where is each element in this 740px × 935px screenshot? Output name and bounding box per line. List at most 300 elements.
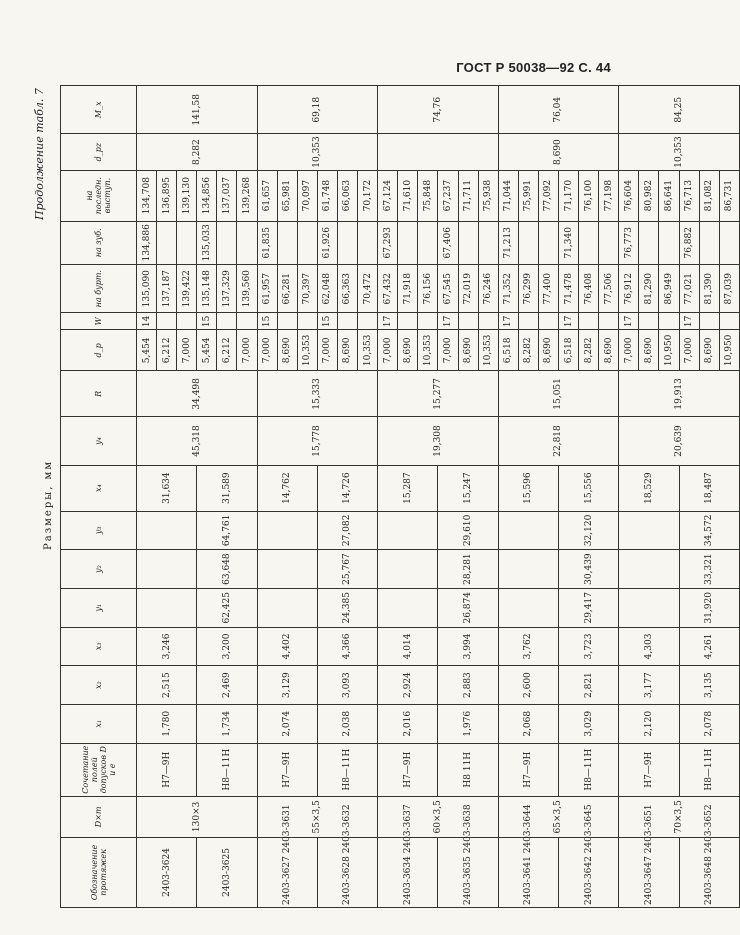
m-tooth-cell <box>699 221 719 265</box>
m-collar-cell: 71,918 <box>398 265 418 313</box>
w-cell: 17 <box>498 313 518 330</box>
y1-cell <box>137 588 197 627</box>
x1-cell: 1,780 <box>137 704 197 743</box>
column-header: x₄ <box>61 465 137 511</box>
dpz-cell: 10,353 <box>619 134 740 170</box>
m-tooth-cell <box>358 221 378 265</box>
m-tooth-cell <box>518 221 538 265</box>
dp-cell: 7,000 <box>378 330 398 371</box>
column-header: y₄ <box>61 417 137 465</box>
m-last-cell: 86,731 <box>719 170 739 221</box>
m-collar-cell: 71,352 <box>498 265 518 313</box>
r-cell: 15,051 <box>498 371 619 417</box>
m-last-cell: 67,237 <box>438 170 458 221</box>
w-cell <box>157 313 177 330</box>
column-header: y₂ <box>61 550 137 589</box>
m-tooth-cell <box>177 221 197 265</box>
m-collar-cell: 76,246 <box>478 265 498 313</box>
x2-cell: 3,135 <box>679 666 739 705</box>
m-last-cell: 86,641 <box>659 170 679 221</box>
dm-cell: 70×3,5 <box>619 796 740 837</box>
y2-cell: 63,648 <box>197 550 257 589</box>
w-cell <box>177 313 197 330</box>
designation-cell: 2403-3642 2403-3645 <box>558 837 618 907</box>
m-last-cell: 137,037 <box>217 170 237 221</box>
m-last-cell: 75,848 <box>418 170 438 221</box>
m-last-cell: 139,130 <box>177 170 197 221</box>
x3-cell: 4,366 <box>317 627 377 666</box>
x4-cell: 18,529 <box>619 465 679 511</box>
tolerance-cell: H7—9H <box>137 743 197 796</box>
column-header: y₃ <box>61 511 137 550</box>
table-row <box>438 86 458 908</box>
dp-cell: 7,000 <box>257 330 277 371</box>
w-cell <box>418 313 438 330</box>
m-last-cell: 66,063 <box>337 170 357 221</box>
dp-cell: 5,454 <box>197 330 217 371</box>
m-collar-cell: 137,329 <box>217 265 237 313</box>
y1-cell: 26,874 <box>438 588 498 627</box>
x2-cell: 3,177 <box>619 666 679 705</box>
table-row <box>317 86 337 908</box>
dp-cell: 8,690 <box>699 330 719 371</box>
x3-cell: 3,723 <box>558 627 618 666</box>
y4-cell: 20,639 <box>619 417 740 465</box>
dp-cell: 7,000 <box>177 330 197 371</box>
m-collar-cell: 72,019 <box>458 265 478 313</box>
continuation-note: Продолжение табл. 7 <box>33 88 46 220</box>
w-cell: 17 <box>558 313 578 330</box>
x3-cell: 4,261 <box>679 627 739 666</box>
dp-cell: 8,690 <box>398 330 418 371</box>
x1-cell: 3,029 <box>558 704 618 743</box>
x3-cell: 4,402 <box>257 627 317 666</box>
tolerance-cell: H7—9H <box>619 743 679 796</box>
m-tooth-cell <box>538 221 558 265</box>
m-tooth-cell <box>639 221 659 265</box>
dp-cell: 8,690 <box>538 330 558 371</box>
designation-cell: 2403-3641 2403-3644 <box>498 837 558 907</box>
x3-cell: 4,014 <box>378 627 438 666</box>
w-cell <box>358 313 378 330</box>
dp-cell: 10,353 <box>358 330 378 371</box>
m-tooth-cell <box>277 221 297 265</box>
w-cell <box>337 313 357 330</box>
m-last-cell: 75,991 <box>518 170 538 221</box>
y3-cell <box>378 511 438 550</box>
m-last-cell: 77,092 <box>538 170 558 221</box>
m-collar-cell: 76,156 <box>418 265 438 313</box>
mx-cell: 76,04 <box>498 86 619 135</box>
m-last-cell: 136,895 <box>157 170 177 221</box>
m-last-cell: 71,044 <box>498 170 518 221</box>
x1-cell: 2,074 <box>257 704 317 743</box>
w-cell: 15 <box>197 313 217 330</box>
m-last-cell: 71,610 <box>398 170 418 221</box>
table-row <box>257 86 277 908</box>
column-header: R <box>61 371 137 417</box>
w-cell <box>719 313 739 330</box>
r-cell: 15,333 <box>257 371 378 417</box>
m-last-cell: 75,938 <box>478 170 498 221</box>
m-tooth-cell: 71,213 <box>498 221 518 265</box>
data-table <box>60 85 740 908</box>
x3-cell: 3,200 <box>197 627 257 666</box>
designation-cell: 2403-3634 2403-3637 <box>378 837 438 907</box>
tolerance-cell: H7—9H <box>378 743 438 796</box>
y1-cell: 24,385 <box>317 588 377 627</box>
dp-cell: 8,690 <box>337 330 357 371</box>
dp-cell: 7,000 <box>679 330 699 371</box>
dp-cell: 10,353 <box>418 330 438 371</box>
m-collar-cell: 81,290 <box>639 265 659 313</box>
y2-cell <box>378 550 438 589</box>
y3-cell <box>137 511 197 550</box>
designation-cell: 2403-3635 2403-3638 <box>438 837 498 907</box>
y1-cell <box>619 588 679 627</box>
m-last-cell: 70,097 <box>297 170 317 221</box>
y3-cell: 34,572 <box>679 511 739 550</box>
r-cell: 34,498 <box>137 371 258 417</box>
dpz-cell: 10,353 <box>257 134 378 170</box>
column-header: D×m <box>61 796 137 837</box>
m-last-cell: 139,268 <box>237 170 257 221</box>
header-row <box>61 86 137 908</box>
mx-cell: 141,58 <box>137 86 258 135</box>
x1-cell: 1,734 <box>197 704 257 743</box>
m-last-cell: 134,856 <box>197 170 217 221</box>
table-row <box>378 86 398 908</box>
w-cell <box>579 313 599 330</box>
m-last-cell: 71,711 <box>458 170 478 221</box>
w-cell <box>297 313 317 330</box>
m-collar-cell: 86,949 <box>659 265 679 313</box>
dp-cell: 6,518 <box>558 330 578 371</box>
w-cell: 17 <box>619 313 639 330</box>
y2-cell <box>257 550 317 589</box>
m-tooth-cell <box>237 221 257 265</box>
w-cell: 14 <box>137 313 157 330</box>
y2-cell: 30,439 <box>558 550 618 589</box>
y4-cell: 22,818 <box>498 417 619 465</box>
x3-cell: 3,994 <box>438 627 498 666</box>
m-tooth-cell: 134,886 <box>137 221 157 265</box>
m-last-cell: 65,981 <box>277 170 297 221</box>
dp-cell: 7,000 <box>317 330 337 371</box>
x2-cell: 2,600 <box>498 666 558 705</box>
x2-cell: 3,129 <box>257 666 317 705</box>
y2-cell: 25,767 <box>317 550 377 589</box>
designation-cell: 2403-3648 2403-3652 <box>679 837 739 907</box>
y3-cell <box>619 511 679 550</box>
y4-cell: 15,778 <box>257 417 378 465</box>
dp-cell: 6,518 <box>498 330 518 371</box>
m-tooth-cell <box>217 221 237 265</box>
m-tooth-cell <box>478 221 498 265</box>
tolerance-cell: H8—11H <box>317 743 377 796</box>
m-tooth-cell <box>659 221 679 265</box>
tolerance-cell: H7—9H <box>498 743 558 796</box>
column-header: x₁ <box>61 704 137 743</box>
m-collar-cell: 67,545 <box>438 265 458 313</box>
x1-cell: 1,976 <box>438 704 498 743</box>
y3-cell: 27,082 <box>317 511 377 550</box>
dp-cell: 8,690 <box>277 330 297 371</box>
mx-cell: 74,76 <box>378 86 499 135</box>
y2-cell <box>498 550 558 589</box>
x2-cell: 2,821 <box>558 666 618 705</box>
m-collar-cell: 137,187 <box>157 265 177 313</box>
y3-cell <box>498 511 558 550</box>
y4-cell: 45,318 <box>137 417 258 465</box>
designation-cell: 2403-3628 2403-3632 <box>317 837 377 907</box>
dp-cell: 10,353 <box>478 330 498 371</box>
dp-cell: 6,212 <box>157 330 177 371</box>
sizes-label: Размеры, мм <box>43 459 54 551</box>
y3-cell: 64,761 <box>197 511 257 550</box>
x2-cell: 3,093 <box>317 666 377 705</box>
m-tooth-cell <box>418 221 438 265</box>
m-last-cell: 76,100 <box>579 170 599 221</box>
y2-cell: 33,321 <box>679 550 739 589</box>
y2-cell: 28,281 <box>438 550 498 589</box>
w-cell <box>217 313 237 330</box>
m-last-cell: 61,748 <box>317 170 337 221</box>
table-row <box>558 86 578 908</box>
dp-cell: 6,212 <box>217 330 237 371</box>
y1-cell: 62,425 <box>197 588 257 627</box>
column-header: на зуб. <box>61 221 137 265</box>
m-tooth-cell <box>157 221 177 265</box>
r-cell: 15,277 <box>378 371 499 417</box>
column-header: x₂ <box>61 666 137 705</box>
m-tooth-cell: 67,406 <box>438 221 458 265</box>
table-row <box>137 86 157 908</box>
y1-cell: 29,417 <box>558 588 618 627</box>
m-tooth-cell: 71,340 <box>558 221 578 265</box>
column-header: y₁ <box>61 588 137 627</box>
y1-cell <box>257 588 317 627</box>
m-tooth-cell <box>579 221 599 265</box>
column-header: Обозначение протяжек <box>61 837 137 907</box>
w-cell: 15 <box>257 313 277 330</box>
y2-cell <box>137 550 197 589</box>
y3-cell: 29,610 <box>438 511 498 550</box>
x2-cell: 2,883 <box>438 666 498 705</box>
dm-cell: 60×3,5 <box>378 796 499 837</box>
y1-cell: 31,920 <box>679 588 739 627</box>
page-header: ГОСТ Р 50038—92 С. 44 <box>456 60 611 75</box>
dp-cell: 7,000 <box>619 330 639 371</box>
m-last-cell: 77,198 <box>599 170 619 221</box>
m-tooth-cell: 76,882 <box>679 221 699 265</box>
m-tooth-cell <box>297 221 317 265</box>
x1-cell: 2,068 <box>498 704 558 743</box>
m-collar-cell: 87,039 <box>719 265 739 313</box>
dp-cell: 5,454 <box>137 330 157 371</box>
dp-cell: 10,950 <box>719 330 739 371</box>
m-collar-cell: 66,281 <box>277 265 297 313</box>
table-row <box>679 86 699 908</box>
m-last-cell: 67,124 <box>378 170 398 221</box>
m-collar-cell: 77,506 <box>599 265 619 313</box>
m-collar-cell: 67,432 <box>378 265 398 313</box>
dp-cell: 7,000 <box>438 330 458 371</box>
m-collar-cell: 139,422 <box>177 265 197 313</box>
m-collar-cell: 70,472 <box>358 265 378 313</box>
x2-cell: 2,924 <box>378 666 438 705</box>
x4-cell: 31,589 <box>197 465 257 511</box>
column-header: d_pz <box>61 134 137 170</box>
y1-cell <box>378 588 438 627</box>
w-cell: 17 <box>679 313 699 330</box>
dp-cell: 8,282 <box>518 330 538 371</box>
dpz-cell: 8,282 <box>137 134 258 170</box>
dp-cell: 8,690 <box>458 330 478 371</box>
m-collar-cell: 76,299 <box>518 265 538 313</box>
y4-cell: 19,308 <box>378 417 499 465</box>
w-cell <box>237 313 257 330</box>
w-cell: 15 <box>317 313 337 330</box>
m-collar-cell: 77,021 <box>679 265 699 313</box>
column-header: W <box>61 313 137 330</box>
column-header: Сочетание полей допусков D и e <box>61 743 137 796</box>
designation-cell: 2403-3647 2403-3651 <box>619 837 679 907</box>
w-cell <box>398 313 418 330</box>
m-tooth-cell <box>398 221 418 265</box>
w-cell <box>518 313 538 330</box>
m-tooth-cell <box>458 221 478 265</box>
y1-cell <box>498 588 558 627</box>
w-cell <box>458 313 478 330</box>
dp-cell: 10,353 <box>297 330 317 371</box>
m-tooth-cell <box>719 221 739 265</box>
table-row <box>498 86 518 908</box>
x4-cell: 15,556 <box>558 465 618 511</box>
x2-cell: 2,515 <box>137 666 197 705</box>
r-cell: 19,913 <box>619 371 740 417</box>
w-cell <box>538 313 558 330</box>
w-cell <box>659 313 679 330</box>
dp-cell: 8,282 <box>579 330 599 371</box>
mx-cell: 84,25 <box>619 86 740 135</box>
dp-cell: 8,690 <box>639 330 659 371</box>
m-collar-cell: 76,912 <box>619 265 639 313</box>
w-cell <box>699 313 719 330</box>
x4-cell: 18,487 <box>679 465 739 511</box>
column-header: d_p <box>61 330 137 371</box>
table-row <box>197 86 217 908</box>
m-collar-cell: 62,048 <box>317 265 337 313</box>
x4-cell: 31,634 <box>137 465 197 511</box>
column-header: на бурт. <box>61 265 137 313</box>
m-collar-cell: 135,090 <box>137 265 157 313</box>
w-cell: 17 <box>378 313 398 330</box>
y2-cell <box>619 550 679 589</box>
dm-cell: 55×3,5 <box>257 796 378 837</box>
m-collar-cell: 81,390 <box>699 265 719 313</box>
dp-cell: 10,950 <box>659 330 679 371</box>
w-cell <box>277 313 297 330</box>
m-last-cell: 134,708 <box>137 170 157 221</box>
tolerance-cell: H8—11H <box>679 743 739 796</box>
m-collar-cell: 139,560 <box>237 265 257 313</box>
dpz-cell <box>378 134 499 170</box>
m-tooth-cell: 61,926 <box>317 221 337 265</box>
designation-cell: 2403-3625 <box>197 837 257 907</box>
m-collar-cell: 77,400 <box>538 265 558 313</box>
x3-cell: 3,246 <box>137 627 197 666</box>
x4-cell: 15,247 <box>438 465 498 511</box>
m-last-cell: 76,713 <box>679 170 699 221</box>
w-cell <box>478 313 498 330</box>
designation-cell: 2403-3624 <box>137 837 197 907</box>
dp-cell: 7,000 <box>237 330 257 371</box>
m-collar-cell: 70,397 <box>297 265 317 313</box>
column-header: x₃ <box>61 627 137 666</box>
dm-cell: 130×3 <box>137 796 258 837</box>
dp-cell: 8,690 <box>599 330 619 371</box>
x4-cell: 14,762 <box>257 465 317 511</box>
m-last-cell: 61,657 <box>257 170 277 221</box>
tolerance-cell: H8—11H <box>558 743 618 796</box>
m-last-cell: 76,604 <box>619 170 639 221</box>
x4-cell: 14,726 <box>317 465 377 511</box>
dpz-cell: 8,690 <box>498 134 619 170</box>
m-tooth-cell: 61,835 <box>257 221 277 265</box>
column-header: на последн. выступ. <box>61 170 137 221</box>
x2-cell: 2,469 <box>197 666 257 705</box>
tolerance-cell: H8—11H <box>197 743 257 796</box>
x1-cell: 2,016 <box>378 704 438 743</box>
table-row <box>619 86 639 908</box>
m-collar-cell: 76,408 <box>579 265 599 313</box>
designation-cell: 2403-3627 2403-3631 <box>257 837 317 907</box>
m-tooth-cell: 135,033 <box>197 221 217 265</box>
dm-cell: 65×3,5 <box>498 796 619 837</box>
table-area <box>60 85 735 908</box>
y3-cell: 32,120 <box>558 511 618 550</box>
tolerance-cell: H7—9H <box>257 743 317 796</box>
m-tooth-cell: 67,293 <box>378 221 398 265</box>
tolerance-cell: H8 11H <box>438 743 498 796</box>
x3-cell: 3,762 <box>498 627 558 666</box>
m-last-cell: 71,170 <box>558 170 578 221</box>
y3-cell <box>257 511 317 550</box>
m-last-cell: 81,082 <box>699 170 719 221</box>
x3-cell: 4,303 <box>619 627 679 666</box>
w-cell <box>639 313 659 330</box>
x1-cell: 2,038 <box>317 704 377 743</box>
m-collar-cell: 135,148 <box>197 265 217 313</box>
m-last-cell: 70,172 <box>358 170 378 221</box>
m-collar-cell: 71,478 <box>558 265 578 313</box>
m-last-cell: 80,982 <box>639 170 659 221</box>
mx-cell: 69,18 <box>257 86 378 135</box>
x1-cell: 2,078 <box>679 704 739 743</box>
m-collar-cell: 61,957 <box>257 265 277 313</box>
w-cell: 17 <box>438 313 458 330</box>
m-tooth-cell: 76,773 <box>619 221 639 265</box>
w-cell <box>599 313 619 330</box>
x4-cell: 15,596 <box>498 465 558 511</box>
x4-cell: 15,287 <box>378 465 438 511</box>
x1-cell: 2,120 <box>619 704 679 743</box>
m-collar-cell: 66,363 <box>337 265 357 313</box>
m-tooth-cell <box>599 221 619 265</box>
m-tooth-cell <box>337 221 357 265</box>
column-header: M_x <box>61 86 137 135</box>
